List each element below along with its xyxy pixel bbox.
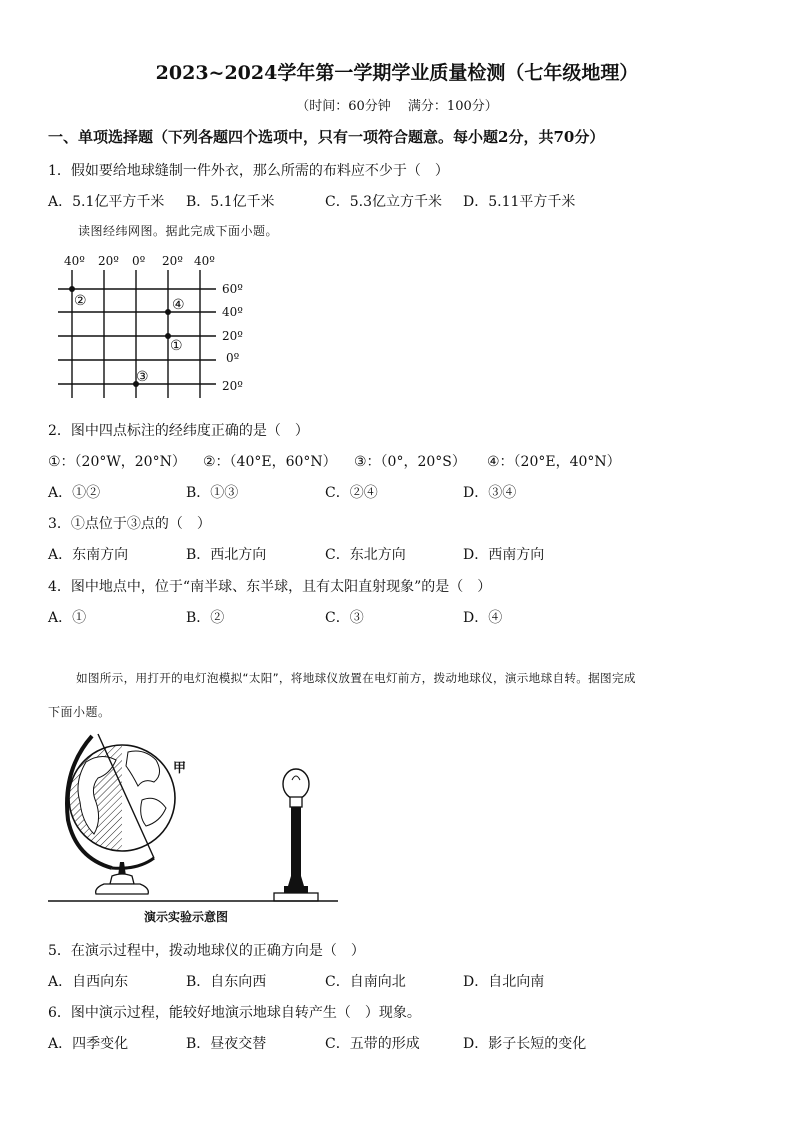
lamp-base-dark	[284, 886, 308, 893]
q2-coord-2: ②：（40°E，60°N）	[203, 454, 337, 470]
lat-label-20: 20º	[222, 329, 243, 343]
question-4-stem: 4．图中地点中，位于“南半球、东半球，且有太阳直射现象”的是（ ）	[48, 579, 492, 595]
exam-info: （时间：60分钟 满分：100分）	[296, 99, 498, 114]
q3-option-b: B．西北方向	[186, 547, 267, 563]
q4-option-a: A．①	[48, 610, 87, 626]
q2-option-a: A．①②	[48, 485, 101, 501]
q1-option-d: D．5.11平方千米	[463, 194, 576, 210]
lamp-base	[274, 893, 318, 901]
q6-option-c: C．五带的形成	[325, 1036, 420, 1052]
q1-option-a: A．5.1亿平方千米	[48, 194, 165, 210]
point-2-dot	[69, 286, 75, 292]
intro-globe-line-1: 如图所示，用打开的电灯泡模拟“太阳”，将地球仪放置在电灯前方，拨动地球仪，演示地球自转。据图完成	[76, 671, 636, 685]
q6-option-b: B．昼夜交替	[186, 1036, 267, 1052]
q1-option-b: B．5.1亿千米	[186, 194, 275, 210]
intro-grid-map: 读图经纬网图。据此完成下面小题。	[78, 224, 279, 238]
question-2-stem: 2．图中四点标注的经纬度正确的是（ ）	[48, 423, 309, 439]
point-2-label: ②	[74, 293, 87, 309]
page-title: 2023~2024学年第一学期学业质量检测（七年级地理）	[155, 62, 639, 84]
q4-option-c: C．③	[325, 610, 364, 626]
lat-label-40: 40º	[222, 305, 243, 319]
point-4-label: ④	[172, 297, 185, 313]
point-3-label: ③	[136, 369, 149, 385]
q4-option-d: D．④	[463, 610, 503, 626]
q5-option-d: D．自北向南	[463, 974, 545, 990]
q2-option-d: D．③④	[463, 485, 517, 501]
q5-option-c: C．自南向北	[325, 974, 406, 990]
q3-option-a: A．东南方向	[48, 547, 129, 563]
lon-label-0: 0º	[132, 254, 146, 268]
q4-option-b: B．②	[186, 610, 225, 626]
q1-option-c: C．5.3亿立方千米	[325, 194, 442, 210]
q5-option-a: A．自西向东	[48, 974, 129, 990]
q2-coord-3: ③：（0°，20°S）	[354, 454, 466, 470]
lat-long-grid-map	[50, 250, 260, 400]
lamp-pole	[291, 807, 301, 877]
continent-shape	[141, 798, 166, 826]
q2-option-b: B．①③	[186, 485, 239, 501]
q2-coord-1: ①：（20°W，20°N）	[48, 454, 186, 470]
lon-label-20e: 20º	[162, 254, 183, 268]
intro-globe-line-2: 下面小题。	[48, 705, 111, 719]
q2-option-c: C．②④	[325, 485, 378, 501]
light-bulb	[283, 769, 309, 799]
globe-experiment-figure	[46, 730, 346, 928]
question-1-stem: 1．假如要给地球缝制一件外衣，那么所需的布料应不少于（ ）	[48, 163, 449, 179]
q5-option-b: B．自东向西	[186, 974, 267, 990]
question-3-stem: 3．①点位于③点的（ ）	[48, 516, 211, 532]
lat-label-60: 60º	[222, 282, 243, 296]
lat-label-0: 0º	[226, 351, 240, 365]
lon-label-40e: 40º	[194, 254, 215, 268]
q6-option-d: D．影子长短的变化	[463, 1036, 587, 1052]
q2-coord-4: ④：（20°E，40°N）	[487, 454, 621, 470]
point-4-dot	[165, 309, 171, 315]
q6-option-a: A．四季变化	[48, 1036, 129, 1052]
bulb-socket	[290, 797, 302, 807]
lon-label-40w: 40º	[64, 254, 85, 268]
globe-stand-base	[96, 884, 149, 894]
section-heading: 一、单项选择题（下列各题四个选项中，只有一项符合题意。每小题2分，共70分）	[48, 128, 605, 146]
figure-caption: 演示实验示意图	[144, 910, 229, 924]
q3-option-c: C．东北方向	[325, 547, 406, 563]
lat-label-20s: 20º	[222, 379, 243, 393]
question-6-stem: 6．图中演示过程，能较好地演示地球自转产生（ ）现象。	[48, 1005, 421, 1021]
question-5-stem: 5．在演示过程中，拨动地球仪的正确方向是（ ）	[48, 943, 365, 959]
q3-option-d: D．西南方向	[463, 547, 545, 563]
label-jia: 甲	[173, 761, 187, 776]
lon-label-20w: 20º	[98, 254, 119, 268]
point-1-label: ①	[170, 338, 183, 354]
